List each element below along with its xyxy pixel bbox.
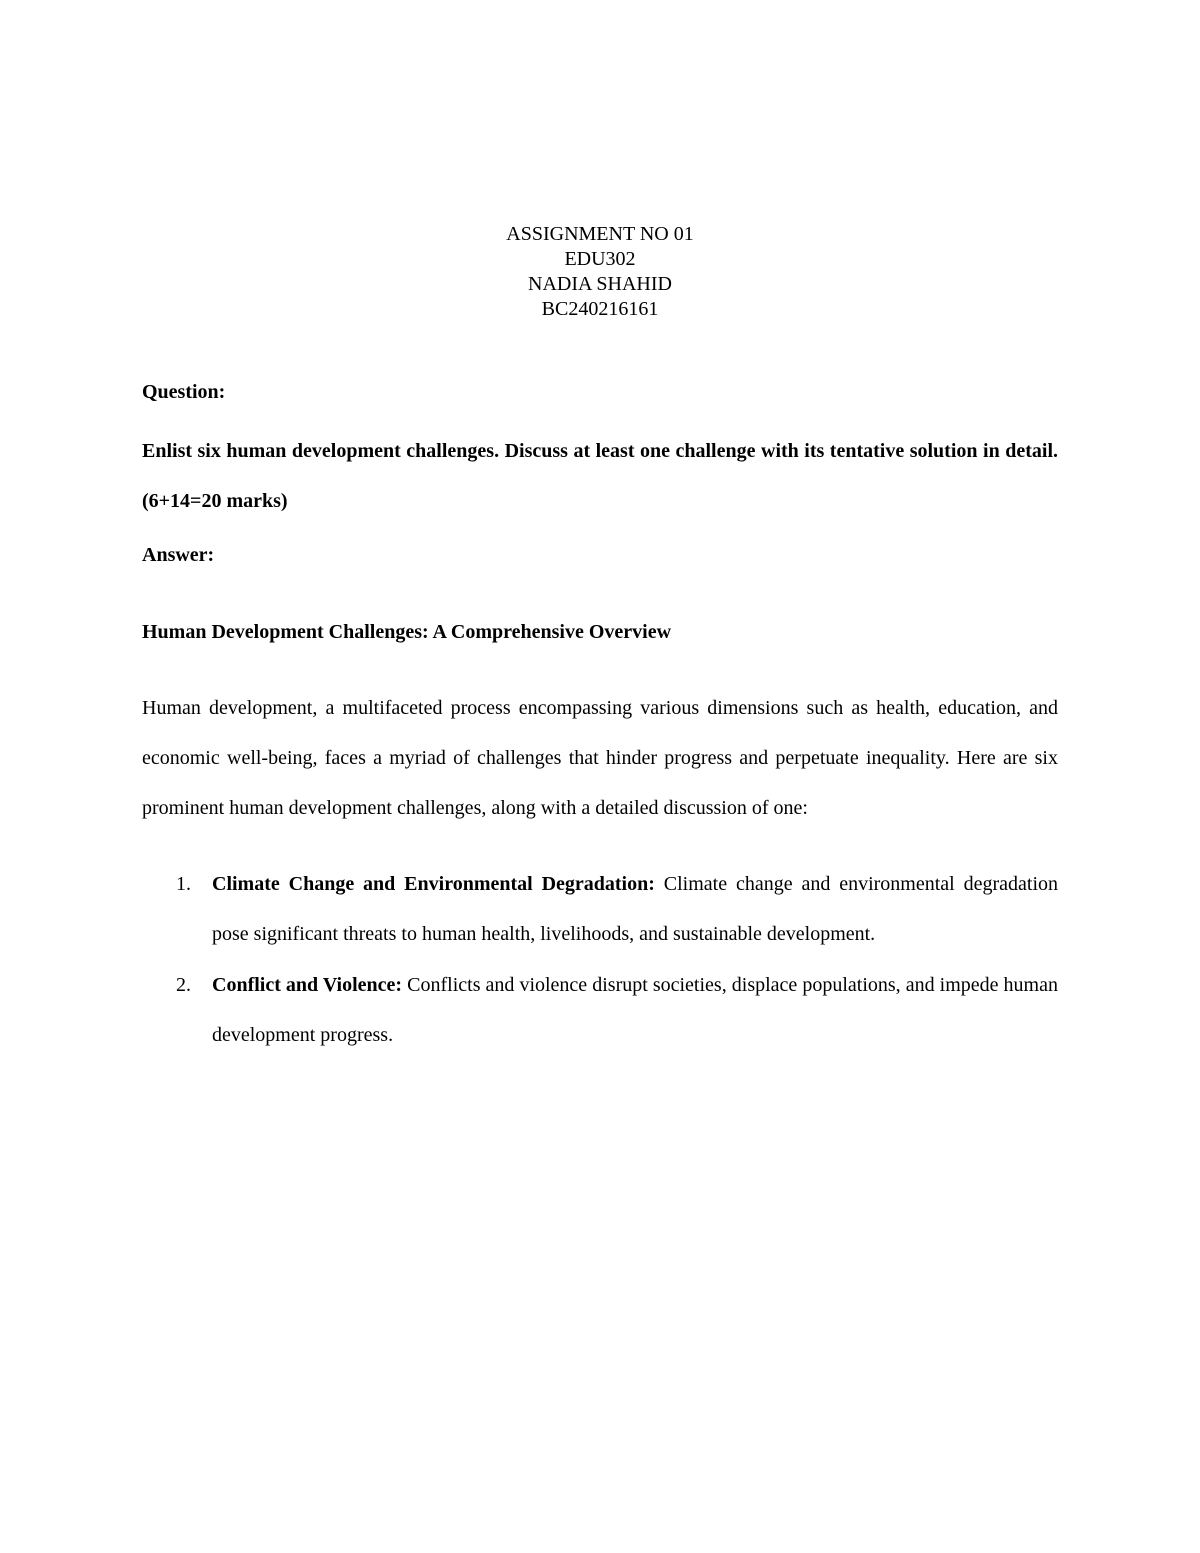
list-item-title: Conflict and Violence: xyxy=(212,974,403,996)
intro-paragraph: Human development, a multifaceted process encompassing various dimensions such as health, education, and economic well-being, faces a myriad of challenges that hinder progress and perpetuate inequality. Here are six prominent human development challenges, along with a detailed discussion of one: xyxy=(142,697,1058,819)
question-text: Enlist six human development challenges. Discuss at least one challenge with its tentative solution in detail. (6+14=20 marks) xyxy=(142,440,1058,512)
list-item-text: Conflicts and violence disrupt societies, displace populations, and impede human development progress. xyxy=(212,974,1058,1046)
title-block xyxy=(142,222,1058,322)
student-id: BC240216161 xyxy=(541,298,659,320)
list-item xyxy=(142,960,1058,1060)
list-item-title: Climate Change and Environmental Degradation: xyxy=(212,873,655,895)
student-name: NADIA SHAHID xyxy=(528,273,672,295)
list-item-text: Climate change and environmental degradation pose significant threats to human health, livelihoods, and sustainable development. xyxy=(212,873,1059,945)
course-code: EDU302 xyxy=(564,248,636,270)
challenge-list xyxy=(142,859,1058,1060)
list-item xyxy=(142,859,1058,959)
question-label: Question: xyxy=(142,381,226,403)
section-heading: Human Development Challenges: A Comprehensive Overview xyxy=(142,621,672,643)
document-body xyxy=(142,222,1058,1061)
answer-label: Answer: xyxy=(142,544,215,566)
assignment-title: ASSIGNMENT NO 01 xyxy=(506,223,694,245)
list-item-number: 2. xyxy=(176,974,191,996)
list-item-number: 1. xyxy=(176,873,191,895)
